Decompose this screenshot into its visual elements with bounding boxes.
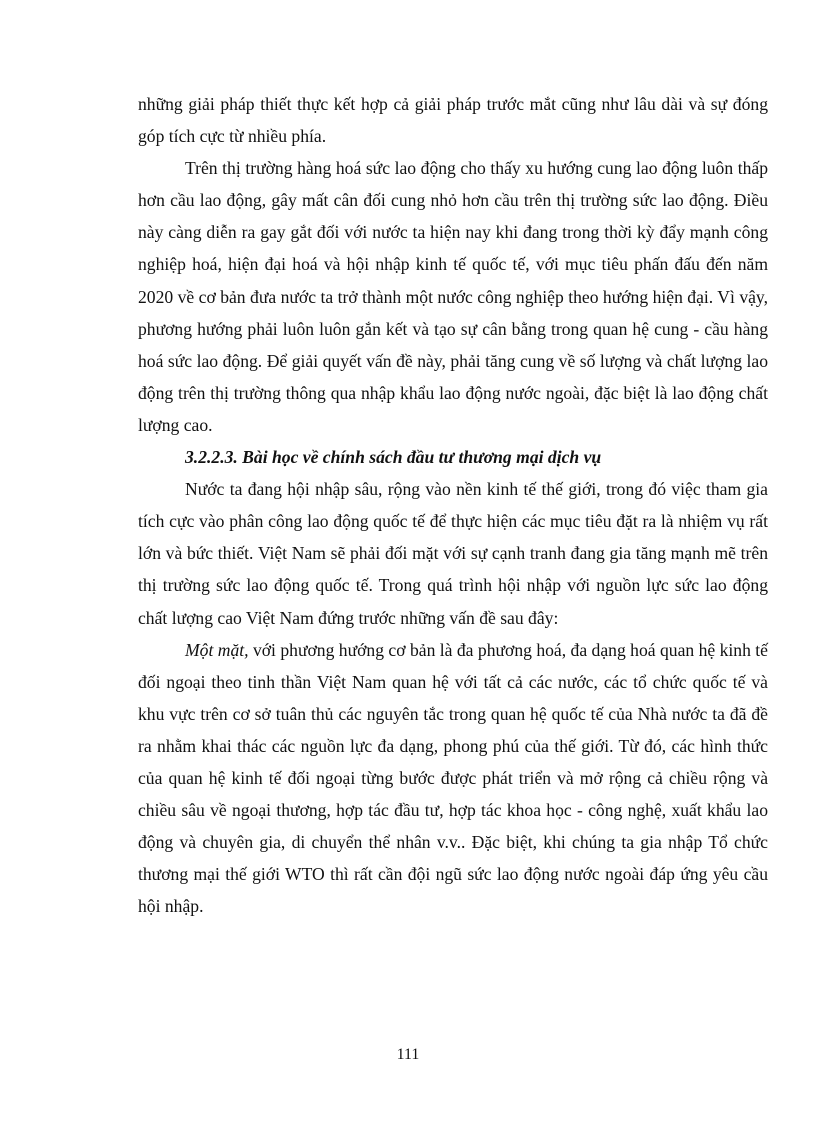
paragraph-lead-italic: Một mặt, xyxy=(185,639,249,660)
paragraph-integration: Nước ta đang hội nhập sâu, rộng vào nền kinh tế thế giới, trong đó việc tham gia tích cực vào phân công lao động quốc tế để thực hiện các mục tiêu đặt ra là nhiệm vụ rất lớn và bức thiết. Việt Nam sẽ phải đối mặt với sự cạnh tranh đang gia tăng mạnh mẽ trên thị trường sức lao động quốc tế. Trong quá trình hội nhập với nguồn lực sức lao động chất lượng cao Việt Nam đứng trước những vấn đề sau đây: xyxy=(138,479,768,628)
paragraph-body: với phương hướng cơ bản là đa phương hoá, đa dạng hoá quan hệ kinh tế đối ngoại theo tinh thần Việt Nam quan hệ với tất cả các nước, các tổ chức quốc tế và khu vực trên cơ sở tuân thủ các nguyên tắc trong quan hệ quốc tế của Nhà nước ta đã đề ra nhằm khai thác các nguồn lực đa dạng, phong phú của thế giới. Từ đó, các hình thức của quan hệ kinh tế đối ngoại từng bước được phát triển và mở rộng cả chiều rộng và chiều sâu về ngoại thương, hợp tác đầu tư, hợp tác khoa học - công nghệ, xuất khẩu lao động và chuyên gia, di chuyển thể nhân v.v.. Đặc biệt, khi chúng ta gia nhập Tổ chức thương mại thế giới WTO thì rất cần đội ngũ sức lao động nước ngoài đáp ứng yêu cầu hội nhập. xyxy=(138,639,768,917)
section-heading: 3.2.2.3. Bài học về chính sách đầu tư thương mại dịch vụ xyxy=(185,447,602,468)
page-number: 111 xyxy=(396,1046,420,1063)
paragraph-one-hand xyxy=(138,634,768,923)
body-text xyxy=(138,88,768,922)
paragraph-continuation: những giải pháp thiết thực kết hợp cả giải pháp trước mắt cũng như lâu dài và sự đóng góp tích cực từ nhiều phía. xyxy=(138,94,768,147)
paragraph-labor-market: Trên thị trường hàng hoá sức lao động cho thấy xu hướng cung lao động luôn thấp hơn cầu lao động, gây mất cân đối cung nhỏ hơn cầu trên thị trường sức lao động. Điều này càng diễn ra gay gắt đối với nước ta hiện nay khi đang trong thời kỳ đẩy mạnh công nghiệp hoá, hiện đại hoá và hội nhập kinh tế quốc tế, với mục tiêu phấn đấu đến năm 2020 về cơ bản đưa nước ta trở thành một nước công nghiệp theo hướng hiện đại. Vì vậy, phương hướng phải luôn luôn gắn kết và tạo sự cân bằng trong quan hệ cung - cầu hàng hoá sức lao động. Để giải quyết vấn đề này, phải tăng cung về số lượng và chất lượng lao động trên thị trường thông qua nhập khẩu lao động nước ngoài, đặc biệt là lao động chất lượng cao. xyxy=(138,158,768,435)
